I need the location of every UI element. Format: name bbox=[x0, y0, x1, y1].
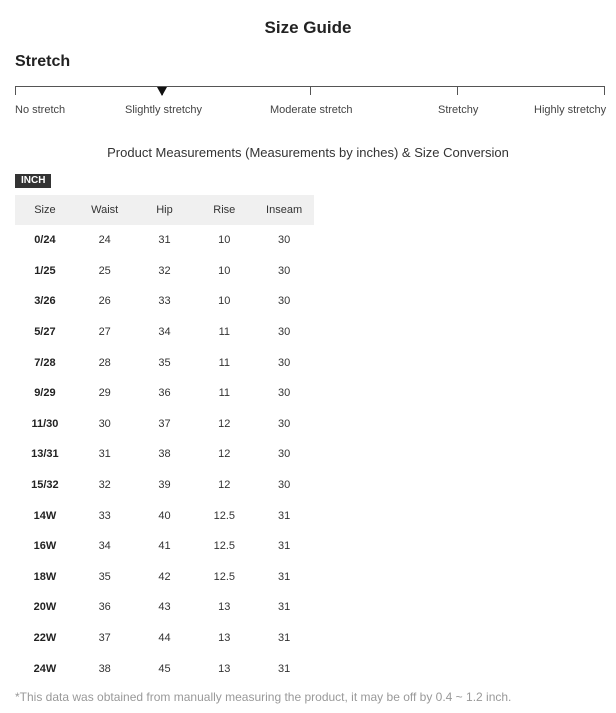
stretch-label-stretchy: Stretchy bbox=[438, 104, 479, 116]
page-title: Size Guide bbox=[264, 18, 352, 37]
table-cell-inseam: 31 bbox=[277, 509, 291, 522]
table-cell-size: 7/28 bbox=[34, 356, 56, 369]
table-cell-waist: 26 bbox=[98, 295, 111, 308]
table-cell-rise: 10 bbox=[218, 234, 231, 247]
table-cell-waist: 33 bbox=[98, 509, 111, 522]
table-cell-rise: 12 bbox=[218, 417, 231, 430]
table-cell-hip: 34 bbox=[158, 326, 171, 339]
table-cell-size: 14W bbox=[33, 509, 57, 522]
table-header-row bbox=[15, 195, 314, 225]
table-cell-hip: 40 bbox=[158, 509, 171, 522]
header-rise: Rise bbox=[194, 195, 254, 225]
table-cell-size: 9/29 bbox=[34, 387, 56, 400]
table-cell-inseam: 30 bbox=[277, 326, 291, 339]
table-row bbox=[15, 439, 314, 470]
stretch-selected-marker-icon bbox=[157, 87, 167, 96]
table-cell-size: 20W bbox=[33, 601, 57, 614]
stretch-tick bbox=[310, 86, 311, 95]
size-table-body bbox=[15, 225, 314, 684]
table-cell-waist: 32 bbox=[98, 479, 111, 492]
table-row bbox=[15, 225, 314, 256]
table-cell-inseam: 31 bbox=[277, 570, 291, 583]
table-cell-hip: 31 bbox=[158, 234, 171, 247]
unit-badge: INCH bbox=[15, 174, 51, 188]
table-cell-waist: 31 bbox=[98, 448, 111, 461]
table-cell-size: 24W bbox=[33, 662, 57, 675]
header-size: Size bbox=[15, 195, 75, 225]
measurements-subtitle: Product Measurements (Measurements by inches) & Size Conversion bbox=[107, 145, 509, 160]
stretch-tick bbox=[15, 86, 16, 95]
table-cell-rise: 12.5 bbox=[213, 509, 235, 522]
stretch-label-none: No stretch bbox=[15, 104, 66, 116]
table-cell-inseam: 30 bbox=[277, 387, 291, 400]
header-waist: Waist bbox=[75, 195, 135, 225]
table-cell-hip: 41 bbox=[158, 540, 171, 553]
table-cell-hip: 42 bbox=[158, 570, 171, 583]
table-cell-inseam: 30 bbox=[277, 295, 291, 308]
stretch-tick bbox=[457, 86, 458, 95]
table-cell-rise: 11 bbox=[218, 356, 230, 369]
table-row bbox=[15, 286, 314, 317]
table-cell-inseam: 30 bbox=[277, 264, 291, 277]
table-cell-rise: 10 bbox=[218, 295, 231, 308]
table-cell-inseam: 30 bbox=[277, 417, 291, 430]
table-cell-hip: 39 bbox=[158, 479, 171, 492]
table-cell-waist: 36 bbox=[98, 601, 111, 614]
table-cell-size: 11/30 bbox=[31, 417, 59, 430]
table-cell-size: 22W bbox=[33, 632, 57, 645]
table-cell-rise: 11 bbox=[218, 387, 230, 400]
table-cell-waist: 25 bbox=[98, 264, 111, 277]
stretch-tick bbox=[604, 86, 605, 95]
table-cell-size: 18W bbox=[33, 570, 57, 583]
stretch-heading: Stretch bbox=[15, 53, 71, 70]
table-row bbox=[15, 347, 314, 378]
table-cell-hip: 33 bbox=[158, 295, 171, 308]
stretch-label-high: Highly stretchy bbox=[534, 104, 607, 116]
table-cell-inseam: 31 bbox=[277, 632, 291, 645]
table-row bbox=[15, 409, 314, 440]
table-row bbox=[15, 500, 314, 531]
table-cell-inseam: 30 bbox=[277, 356, 291, 369]
table-cell-waist: 35 bbox=[98, 570, 111, 583]
table-row bbox=[15, 653, 314, 684]
table-cell-waist: 34 bbox=[98, 540, 111, 553]
size-table bbox=[15, 195, 314, 684]
table-cell-inseam: 31 bbox=[277, 662, 291, 675]
table-cell-waist: 28 bbox=[98, 356, 111, 369]
table-cell-size: 15/32 bbox=[31, 479, 59, 492]
table-cell-rise: 11 bbox=[218, 326, 230, 339]
table-row bbox=[15, 623, 314, 654]
table-cell-size: 1/25 bbox=[34, 264, 56, 277]
table-cell-waist: 24 bbox=[98, 234, 111, 247]
table-row bbox=[15, 256, 314, 287]
table-cell-rise: 10 bbox=[218, 264, 231, 277]
header-hip: Hip bbox=[135, 195, 195, 225]
table-cell-size: 3/26 bbox=[34, 295, 56, 308]
table-row bbox=[15, 531, 314, 562]
table-cell-inseam: 31 bbox=[277, 540, 291, 553]
table-cell-size: 0/24 bbox=[34, 234, 56, 247]
table-cell-hip: 35 bbox=[158, 356, 171, 369]
table-row bbox=[15, 592, 314, 623]
table-cell-size: 5/27 bbox=[34, 326, 56, 339]
footnote: *This data was obtained from manually measuring the product, it may be off by 0.4 ~ 1.2 inch. bbox=[15, 690, 512, 704]
header-inseam: Inseam bbox=[254, 195, 314, 225]
table-cell-hip: 38 bbox=[158, 448, 171, 461]
table-cell-rise: 13 bbox=[218, 632, 231, 645]
table-cell-rise: 13 bbox=[218, 601, 231, 614]
table-cell-waist: 37 bbox=[98, 632, 111, 645]
table-row bbox=[15, 470, 314, 501]
table-cell-inseam: 30 bbox=[277, 479, 291, 492]
table-cell-inseam: 30 bbox=[277, 448, 291, 461]
table-cell-rise: 12 bbox=[218, 448, 231, 461]
table-cell-rise: 13 bbox=[218, 662, 231, 675]
table-cell-hip: 36 bbox=[158, 387, 171, 400]
table-cell-hip: 43 bbox=[158, 601, 171, 614]
table-cell-size: 13/31 bbox=[31, 448, 59, 461]
stretch-label-moderate: Moderate stretch bbox=[270, 104, 353, 116]
table-cell-hip: 45 bbox=[158, 662, 171, 675]
table-cell-rise: 12.5 bbox=[213, 540, 235, 553]
table-cell-waist: 38 bbox=[98, 662, 111, 675]
table-cell-hip: 37 bbox=[158, 417, 171, 430]
table-cell-rise: 12 bbox=[218, 479, 231, 492]
table-cell-waist: 30 bbox=[98, 417, 111, 430]
table-cell-inseam: 31 bbox=[277, 601, 291, 614]
table-row bbox=[15, 378, 314, 409]
table-row bbox=[15, 562, 314, 593]
stretch-scale bbox=[15, 86, 605, 126]
table-cell-hip: 32 bbox=[158, 264, 171, 277]
table-cell-size: 16W bbox=[33, 540, 57, 553]
table-row bbox=[15, 317, 314, 348]
table-cell-waist: 27 bbox=[98, 326, 111, 339]
table-cell-inseam: 30 bbox=[277, 234, 291, 247]
table-cell-waist: 29 bbox=[98, 387, 111, 400]
table-cell-rise: 12.5 bbox=[213, 570, 235, 583]
stretch-label-slight: Slightly stretchy bbox=[125, 104, 203, 116]
table-cell-hip: 44 bbox=[158, 632, 171, 645]
